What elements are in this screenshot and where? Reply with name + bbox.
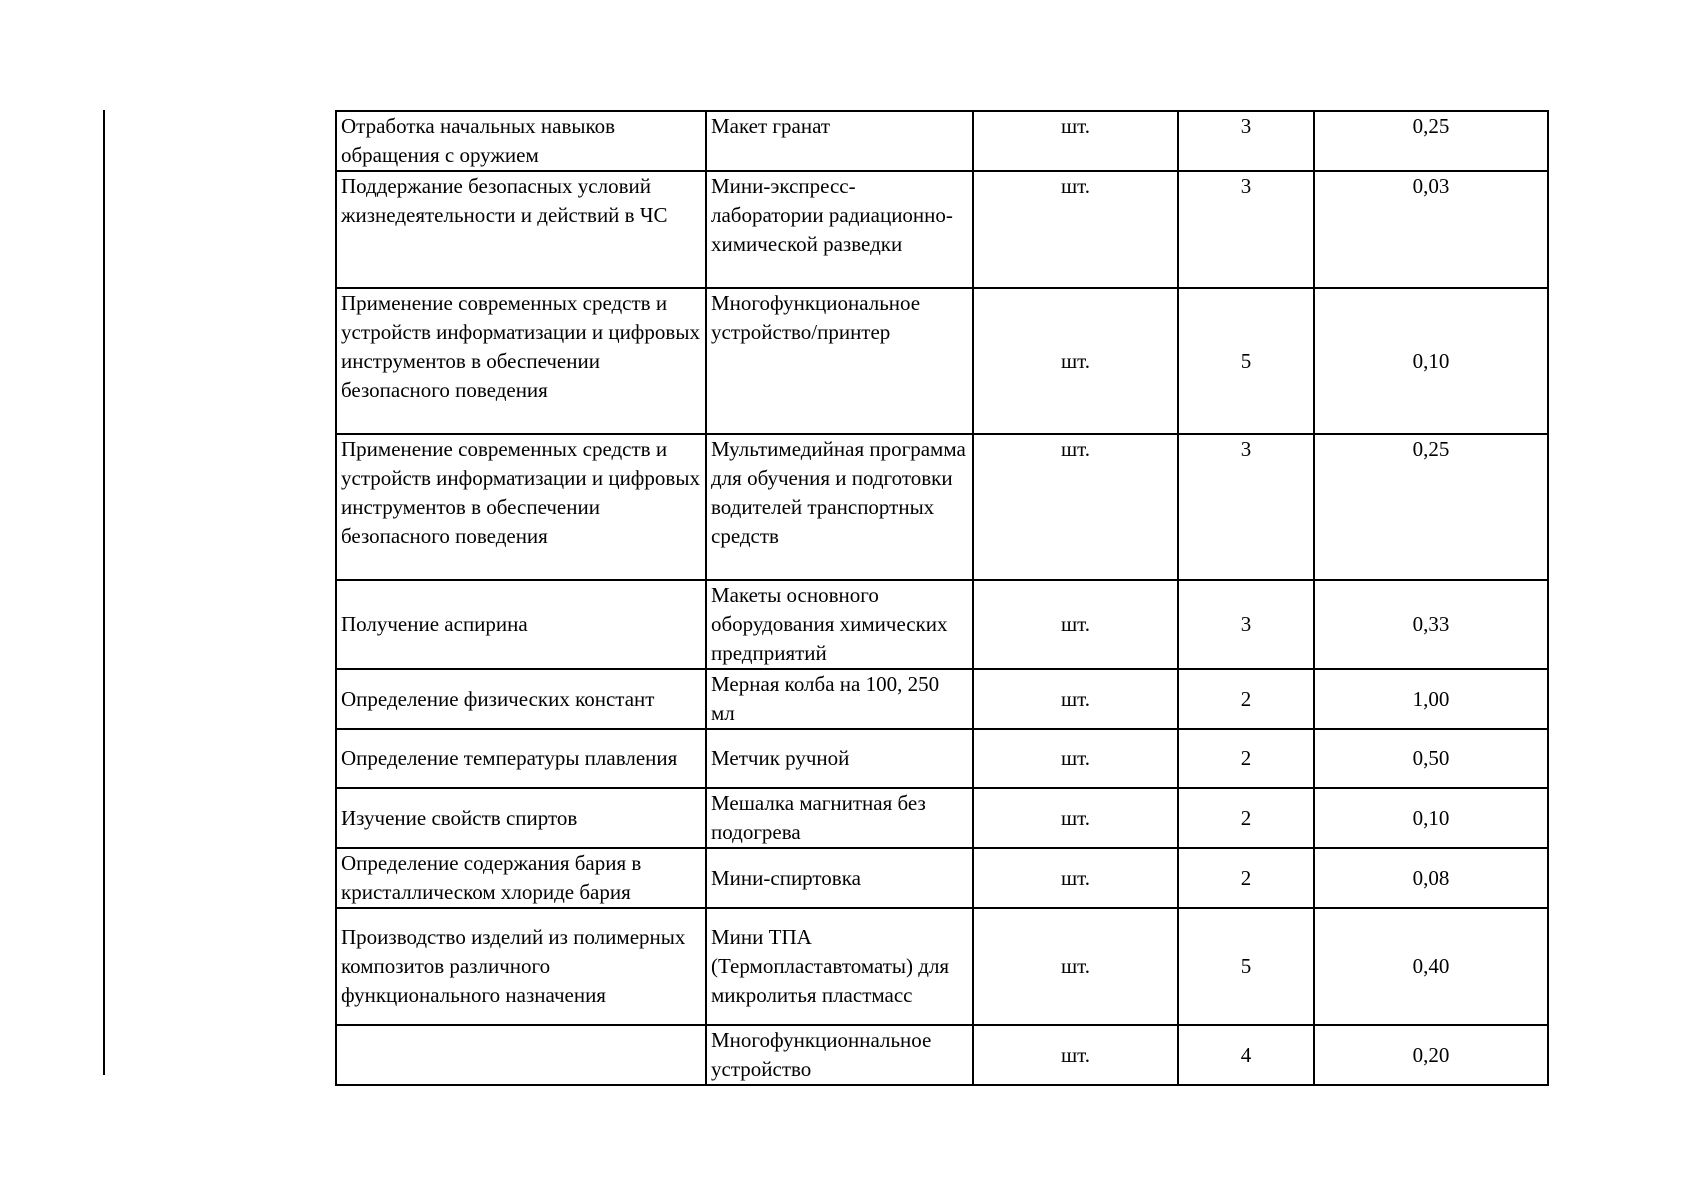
- activity-cell: [336, 1025, 706, 1085]
- equipment-cell: Мини ТПА (Термопластавтоматы) для микролитья пластмасс: [706, 908, 973, 1025]
- quantity-cell: 4: [1178, 1025, 1314, 1085]
- quantity-cell: 3: [1178, 171, 1314, 288]
- unit-cell: шт.: [973, 171, 1178, 288]
- equipment-table: [335, 110, 1549, 1086]
- activity-cell: Применение современных средств и устройств информатизации и цифровых инструментов в обеспечении безопасного поведения: [336, 434, 706, 580]
- activity-cell: Поддержание безопасных условий жизнедеятельности и действий в ЧС: [336, 171, 706, 288]
- quantity-cell: 2: [1178, 788, 1314, 848]
- table-row: [336, 729, 1548, 788]
- unit-cell: шт.: [973, 908, 1178, 1025]
- activity-cell: Определение температуры плавления: [336, 729, 706, 788]
- quantity-cell: 2: [1178, 669, 1314, 729]
- coefficient-cell: 1,00: [1314, 669, 1548, 729]
- quantity-cell: 3: [1178, 434, 1314, 580]
- coefficient-cell: 0,40: [1314, 908, 1548, 1025]
- coefficient-cell: 0,10: [1314, 788, 1548, 848]
- table-row: [336, 788, 1548, 848]
- unit-cell: шт.: [973, 111, 1178, 171]
- quantity-cell: 3: [1178, 580, 1314, 669]
- activity-cell: Изучение свойств спиртов: [336, 788, 706, 848]
- equipment-cell: Многофункциональное устройство/принтер: [706, 288, 973, 434]
- quantity-cell: 3: [1178, 111, 1314, 171]
- left-margin-line: [103, 110, 105, 1075]
- table-row: [336, 908, 1548, 1025]
- coefficient-cell: 0,08: [1314, 848, 1548, 908]
- activity-cell: Получение аспирина: [336, 580, 706, 669]
- unit-cell: шт.: [973, 1025, 1178, 1085]
- table-row: [336, 434, 1548, 580]
- quantity-cell: 5: [1178, 288, 1314, 434]
- equipment-cell: Макеты основного оборудования химических предприятий: [706, 580, 973, 669]
- equipment-cell: Мешалка магнитная без подогрева: [706, 788, 973, 848]
- equipment-cell: Мерная колба на 100, 250 мл: [706, 669, 973, 729]
- coefficient-cell: 0,25: [1314, 434, 1548, 580]
- table-row: [336, 848, 1548, 908]
- coefficient-cell: 0,25: [1314, 111, 1548, 171]
- quantity-cell: 2: [1178, 848, 1314, 908]
- activity-cell: Определение содержания бария в кристаллическом хлориде бария: [336, 848, 706, 908]
- activity-cell: Определение физических констант: [336, 669, 706, 729]
- coefficient-cell: 0,10: [1314, 288, 1548, 434]
- coefficient-cell: 0,03: [1314, 171, 1548, 288]
- activity-cell: Применение современных средств и устройств информатизации и цифровых инструментов в обеспечении безопасного поведения: [336, 288, 706, 434]
- equipment-cell: Мультимедийная программа для обучения и подготовки водителей транспортных средств: [706, 434, 973, 580]
- equipment-cell: Мини-экспресс-лаборатории радиационно-химической разведки: [706, 171, 973, 288]
- table-row: [336, 1025, 1548, 1085]
- unit-cell: шт.: [973, 288, 1178, 434]
- coefficient-cell: 0,20: [1314, 1025, 1548, 1085]
- table-row: [336, 171, 1548, 288]
- unit-cell: шт.: [973, 729, 1178, 788]
- unit-cell: шт.: [973, 669, 1178, 729]
- table-row: [336, 580, 1548, 669]
- coefficient-cell: 0,50: [1314, 729, 1548, 788]
- unit-cell: шт.: [973, 848, 1178, 908]
- unit-cell: шт.: [973, 788, 1178, 848]
- table-row: [336, 669, 1548, 729]
- activity-cell: Отработка начальных навыков обращения с оружием: [336, 111, 706, 171]
- quantity-cell: 5: [1178, 908, 1314, 1025]
- equipment-cell: Метчик ручной: [706, 729, 973, 788]
- equipment-cell: Многофункционнальное устройство: [706, 1025, 973, 1085]
- equipment-cell: Мини-спиртовка: [706, 848, 973, 908]
- coefficient-cell: 0,33: [1314, 580, 1548, 669]
- quantity-cell: 2: [1178, 729, 1314, 788]
- unit-cell: шт.: [973, 580, 1178, 669]
- table-row: [336, 111, 1548, 171]
- equipment-cell: Макет гранат: [706, 111, 973, 171]
- table-row: [336, 288, 1548, 434]
- unit-cell: шт.: [973, 434, 1178, 580]
- activity-cell: Производство изделий из полимерных композитов различного функционального назначения: [336, 908, 706, 1025]
